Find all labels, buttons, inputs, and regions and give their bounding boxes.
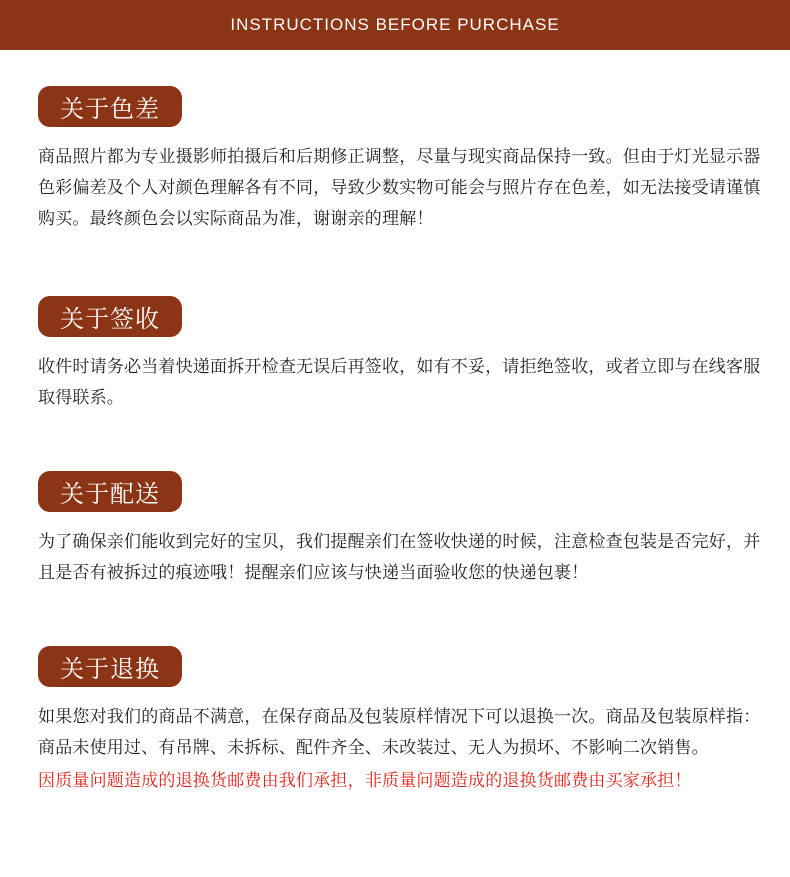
section-heading: 关于签收	[38, 296, 182, 337]
section-body: 收件时请务必当着快递面拆开检查无误后再签收，如有不妥，请拒绝签收，或者立即与在线客服取得联系。	[38, 357, 761, 408]
section-heading: 关于色差	[38, 86, 182, 127]
header-title: INSTRUCTIONS BEFORE PURCHASE	[230, 15, 560, 34]
section-body	[38, 702, 773, 797]
section-body: 商品照片都为专业摄影师拍摄后和后期修正调整，尽量与现实商品保持一致。但由于灯光显示器色彩偏差及个人对颜色理解各有不同，导致少数实物可能会与照片存在色差，如无法接受请谨慎购买。最终颜色会以实际商品为准，谢谢亲的理解！	[38, 147, 761, 229]
returns-policy-text: 如果您对我们的商品不满意，在保存商品及包装原样情况下可以退换一次。商品及包装原样指：商品未使用过、有吊牌、未拆标、配件齐全、未改装过、无人为损坏、不影响二次销售。	[38, 707, 761, 758]
shipping-fee-notice: 因质量问题造成的退换货邮费由我们承担，非质量问题造成的退换货邮费由买家承担！	[38, 771, 692, 791]
section-body: 为了确保亲们能收到完好的宝贝，我们提醒亲们在签收快递的时候，注意检查包装是否完好，并且是否有被拆过的痕迹哦！提醒亲们应该与快递当面验收您的快递包裹！	[38, 532, 761, 583]
section-heading: 关于配送	[38, 471, 182, 512]
section-heading: 关于退换	[38, 646, 182, 687]
header-banner	[0, 0, 790, 50]
